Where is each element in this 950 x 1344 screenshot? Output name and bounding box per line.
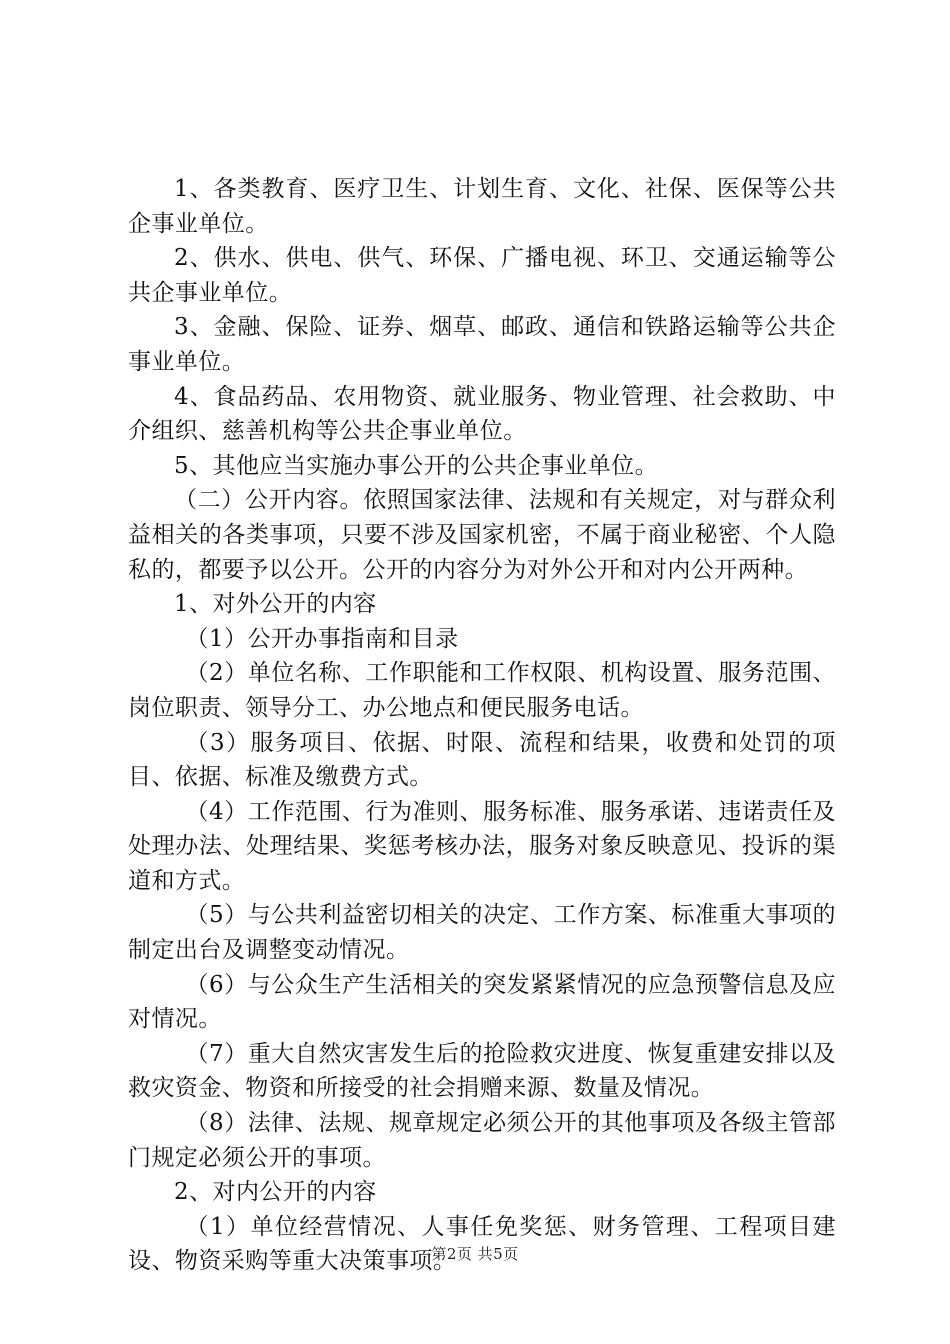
external-item-8: （8）法律、法规、规章规定必须公开的其他事项及各级主管部门规定必须公开的事项。	[128, 1110, 836, 1171]
paragraph-item-2: 2、供水、供电、供气、环保、广播电视、环卫、交通运输等公共企事业单位。	[128, 245, 836, 306]
section-heading-content: （二）公开内容。依照国家法律、法规和有关规定，对与群众利益相关的各类事项，只要不涉及国家机密，不属于商业秘密、个人隐私的，都要予以公开。公开的内容分为对外公开和对内公开两种。	[128, 487, 836, 583]
document-body	[128, 172, 836, 1279]
paragraph-item-1: 1、各类教育、医疗卫生、计划生育、文化、社保、医保等公共企事业单位。	[128, 176, 836, 237]
subheading-external: 1、对外公开的内容	[174, 591, 377, 618]
external-item-5: （5）与公共利益密切相关的决定、工作方案、标准重大事项的制定出台及调整变动情况。	[128, 902, 836, 964]
paragraph-item-3: 3、金融、保险、证券、烟草、邮政、通信和铁路运输等公共企事业单位。	[128, 314, 836, 375]
page-number-indicator: 第2页 共5页	[431, 1245, 519, 1263]
external-item-1: （1）公开办事指南和目录	[185, 625, 459, 652]
paragraph-item-4: 4、食品药品、农用物资、就业服务、物业管理、社会救助、中介组织、慈善机构等公共企事业单位。	[128, 383, 836, 445]
external-item-4: （4）工作范围、行为准则、服务标准、服务承诺、违诺责任及处理办法、处理结果、奖惩考核办法，服务对象反映意见、投诉的渠道和方式。	[128, 798, 836, 894]
external-item-6: （6）与公众生产生活相关的突发紧紧情况的应急预警信息及应对情况。	[128, 971, 836, 1033]
page-footer	[0, 1244, 950, 1264]
internal-item-1: （1）单位经营情况、人事任免奖惩、财务管理、工程项目建设、物资采购等重大决策事项。	[128, 1213, 836, 1275]
subheading-internal: 2、对内公开的内容	[174, 1179, 377, 1206]
external-item-3: （3）服务项目、依据、时限、流程和结果，收费和处罚的项目、依据、标准及缴费方式。	[128, 729, 836, 791]
external-item-7: （7）重大自然灾害发生后的抢险救灾进度、恢复重建安排以及救灾资金、物资和所接受的社会捐赠来源、数量及情况。	[128, 1040, 836, 1102]
paragraph-item-5: 5、其他应当实施办事公开的公共企事业单位。	[174, 452, 659, 479]
external-item-2: （2）单位名称、工作职能和工作权限、机构设置、服务范围、岗位职责、领导分工、办公地点和便民服务电话。	[128, 660, 836, 721]
